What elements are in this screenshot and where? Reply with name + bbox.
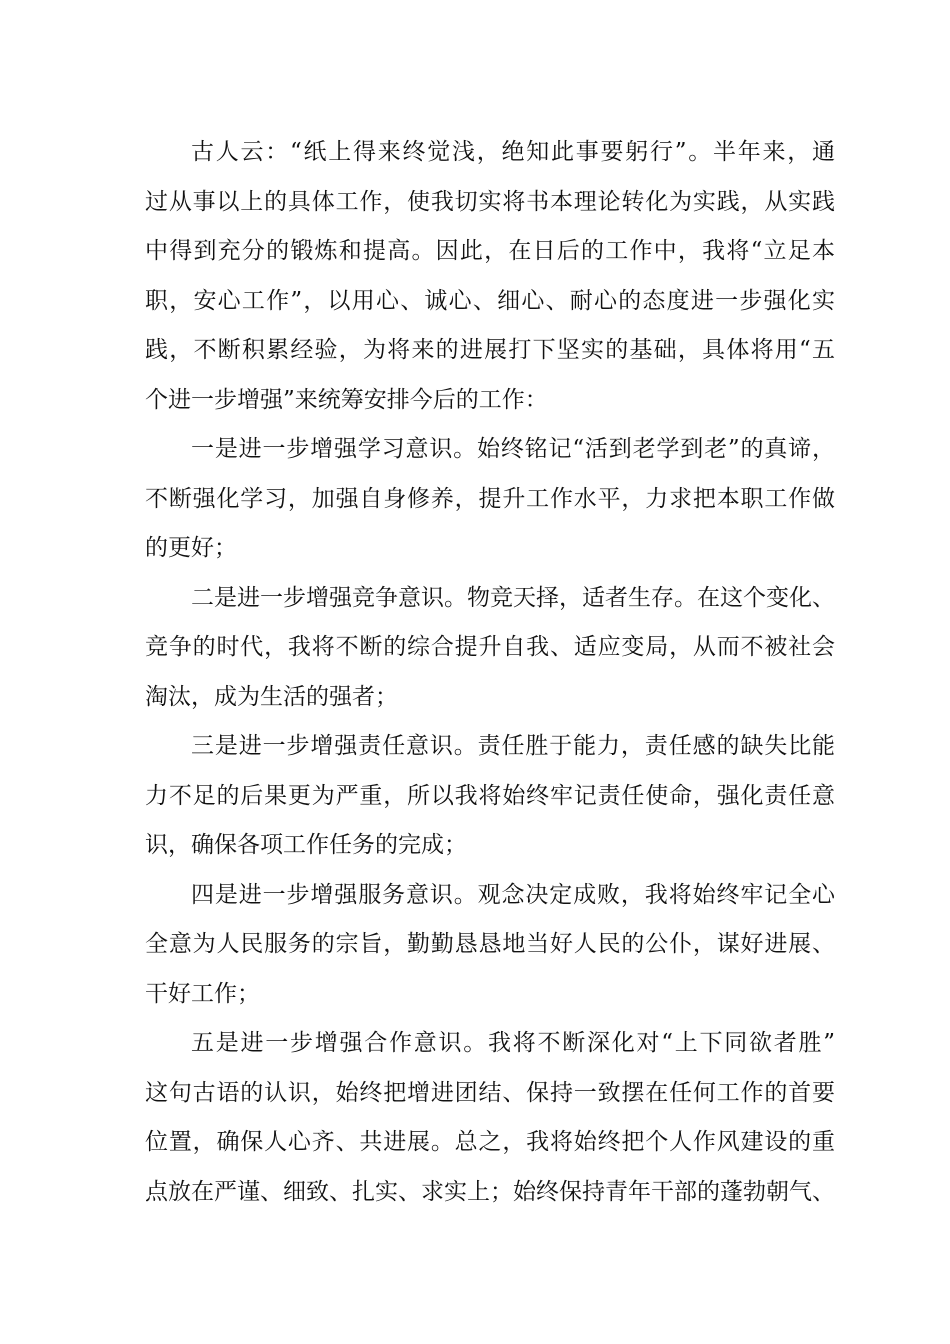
paragraph-5-line-2: 全意为人民服务的宗旨，勤勤恳恳地当好人民的公仆，谋好进展、	[145, 931, 835, 957]
paragraph-3-line-2: 竞争的时代，我将不断的综合提升自我、适应变局，从而不被社会	[145, 634, 835, 660]
paragraph-1-line-1: 古人云：“纸上得来终觉浅，绝知此事要躬行”。半年来，通	[191, 139, 835, 165]
paragraph-1-line-4: 职，安心工作”，以用心、诚心、细心、耐心的态度进一步强化实	[145, 287, 835, 314]
document-body	[145, 128, 835, 1217]
paragraph-5-line-1: 四是进一步增强服务意识。观念决定成败，我将始终牢记全心	[191, 881, 835, 908]
paragraph-1-line-6: 个进一步增强”来统筹安排今后的工作：	[145, 386, 548, 413]
paragraph-6-line-3: 位置，确保人心齐、共进展。总之，我将始终把个人作风建设的重	[145, 1129, 835, 1155]
paragraph-1-line-5: 践，不断积累经验，为将来的进展打下坚实的基础，具体将用“五	[145, 337, 835, 363]
paragraph-2-line-3: 的更好；	[145, 535, 237, 561]
paragraph-2-line-2: 不断强化学习，加强自身修养，提升工作水平，力求把本职工作做	[145, 485, 835, 512]
paragraph-1-line-2: 过从事以上的具体工作，使我切实将书本理论转化为实践，从实践	[145, 188, 835, 215]
paragraph-1-line-3: 中得到充分的锻炼和提高。因此，在日后的工作中，我将“立足本	[145, 238, 835, 264]
paragraph-4-line-3: 识，确保各项工作任务的完成；	[145, 832, 467, 858]
paragraph-6-line-1: 五是进一步增强合作意识。我将不断深化对“上下同欲者胜”	[191, 1030, 835, 1056]
paragraph-2-line-1: 一是进一步增强学习意识。始终铭记“活到老学到老”的真谛，	[191, 436, 835, 462]
paragraph-6-line-4: 点放在严谨、细致、扎实、求实上；始终保持青年干部的蓬勃朝气、	[145, 1178, 835, 1205]
paragraph-5-line-3: 干好工作；	[145, 980, 260, 1007]
paragraph-3-line-1: 二是进一步增强竞争意识。物竞天择，适者生存。在这个变化、	[191, 584, 835, 611]
paragraph-6-line-2: 这句古语的认识，始终把增进团结、保持一致摆在任何工作的首要	[145, 1079, 835, 1106]
paragraph-4-line-2: 力不足的后果更为严重，所以我将始终牢记责任使命，强化责任意	[145, 782, 835, 809]
paragraph-4-line-1: 三是进一步增强责任意识。责任胜于能力，责任感的缺失比能	[191, 733, 835, 759]
paragraph-3-line-3: 淘汰，成为生活的强者；	[145, 683, 398, 710]
